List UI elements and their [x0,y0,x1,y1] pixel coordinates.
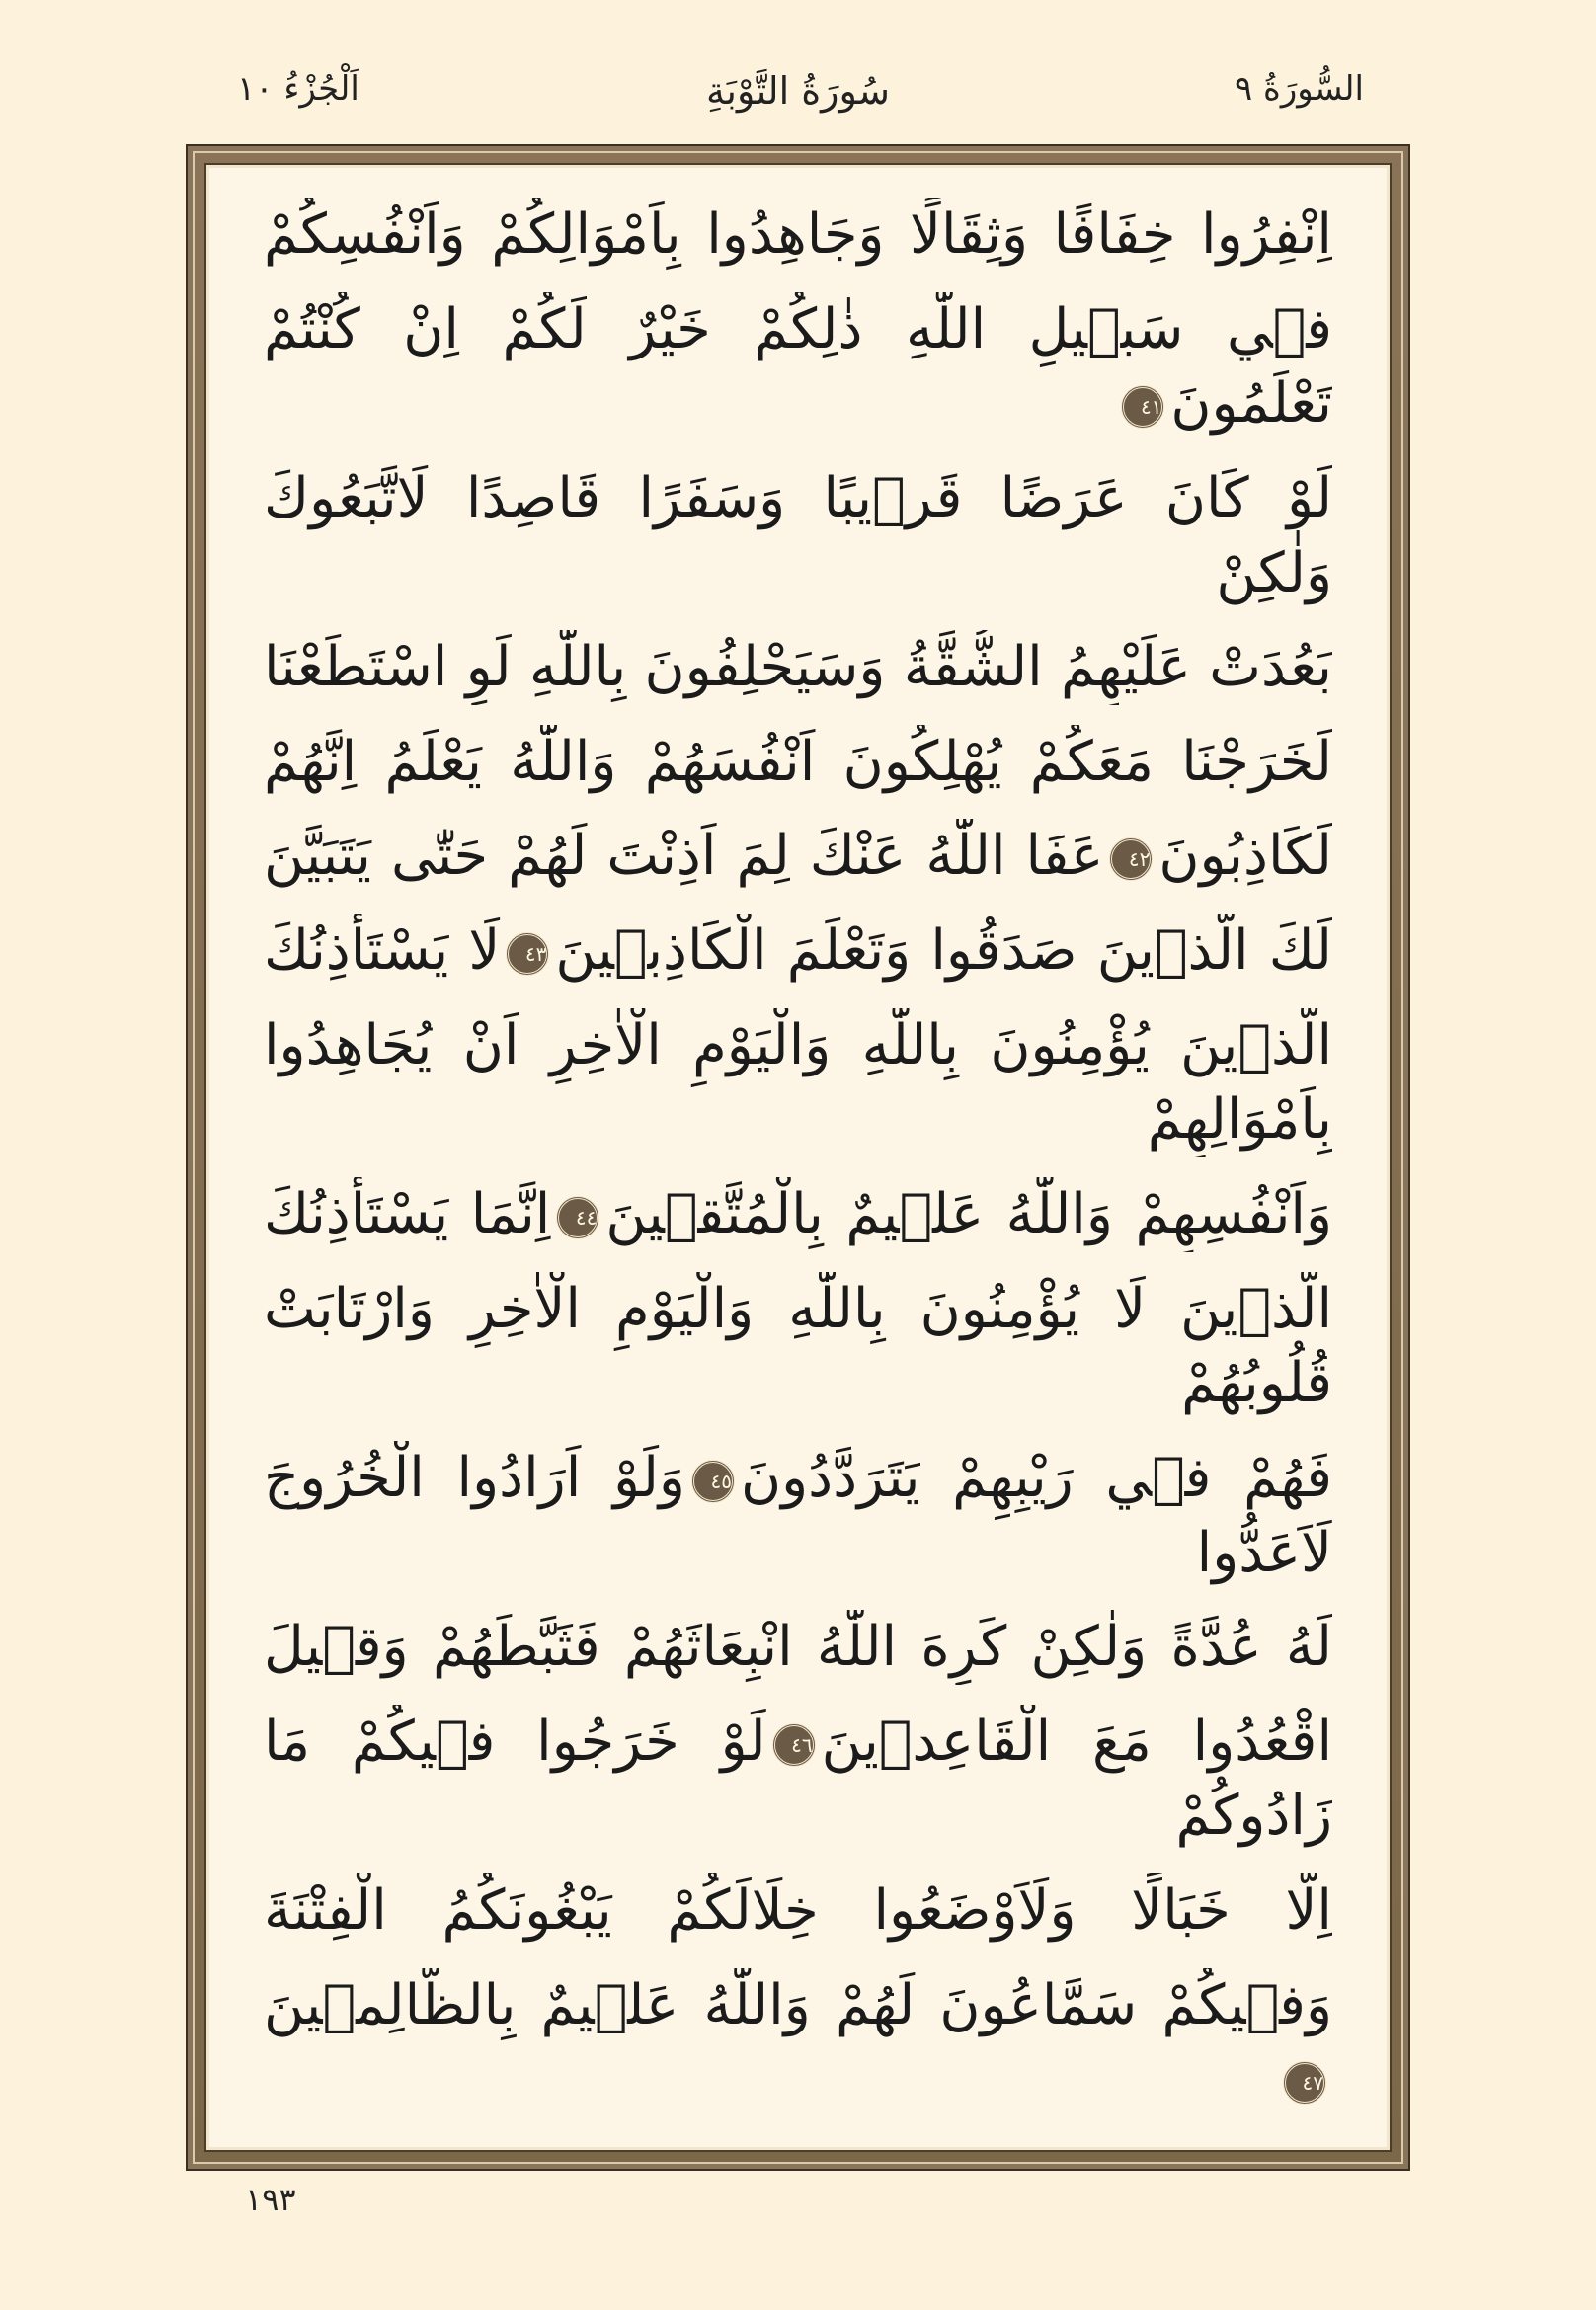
page-header [0,69,1596,128]
frame-border [193,151,1403,2164]
text-line: بَعُدَتْ عَلَيْهِمُ الشُّقَّةُ وَسَيَحْلِفُونَ بِاللّٰهِ لَوِ اسْتَطَعْنَا [264,635,1332,700]
text-line: لَخَرَجْنَا مَعَكُمْ يُهْلِكُونَ اَنْفُسَهُمْ وَاللّٰهُ يَعْلَمُ اِنَّهُمْ [264,729,1332,794]
text-line: اقْعُدُوا مَعَ الْقَاعِدٖينَ٤٦لَوْ خَرَجُوا فٖيكُمْ مَا زَادُوكُمْ [264,1709,1332,1849]
text-line: وَاَنْفُسِهِمْ وَاللّٰهُ عَلٖيمٌ بِالْمُتَّقٖينَ٤٤اِنَّمَا يَسْتَأْذِنُكَ [264,1182,1332,1247]
ayah-marker: ٤٣ [506,932,549,976]
text-line: لَهُ عُدَّةً وَلٰكِنْ كَرِهَ اللّٰهُ انْبِعَاثَهُمْ فَثَبَّطَهُمْ وَقٖيلَ [264,1615,1332,1680]
verse-lines [264,198,1332,2117]
text-line: اِلَّا خَبَالًا وَلَاَوْضَعُوا خِلَالَكُمْ يَبْغُونَكُمُ الْفِتْنَةَ [264,1878,1332,1944]
page-number: ١٩٣ [245,2181,296,2218]
surah-title: سُورَةُ التَّوْبَةِ [706,69,890,113]
ayah-marker: ٤٢ [1109,837,1153,881]
text-panel [206,165,1390,2150]
text-line: لَكَاذِبُونَ٤٢عَفَا اللّٰهُ عَنْكَ لِمَ اَذِنْتَ لَهُمْ حَتّٰى يَتَبَيَّنَ [264,824,1332,889]
ayah-marker: ٤٦ [772,1723,816,1767]
juz-number: اَلْجُزْءُ ١٠ [237,69,359,109]
text-line: الَّذٖينَ لَا يُؤْمِنُونَ بِاللّٰهِ وَالْيَوْمِ الْاٰخِرِ وَارْتَابَتْ قُلُوبُهُمْ [264,1276,1332,1416]
text-line: فَهُمْ فٖي رَيْبِهِمْ يَتَرَدَّدُونَ٤٥وَلَوْ اَرَادُوا الْخُرُوجَ لَاَعَدُّوا [264,1445,1332,1585]
text-line: فٖي سَبٖيلِ اللّٰهِ ذٰلِكُمْ خَيْرٌ لَكُمْ اِنْ كُنْتُمْ تَعْلَمُونَ٤١ [264,296,1332,437]
ayah-marker: ٤٧ [1283,2061,1326,2105]
text-line: وَفٖيكُمْ سَمَّاعُونَ لَهُمْ وَاللّٰهُ عَلٖيمٌ بِالظَّالِمٖينَ٤٧ [264,1968,1332,2117]
ayah-marker: ٤١ [1121,385,1164,429]
ayah-marker: ٤٤ [556,1196,599,1239]
surah-number: السُّورَةُ ٩ [1234,69,1364,109]
text-line: لَكَ الَّذٖينَ صَدَقُوا وَتَعْلَمَ الْكَاذِبٖينَ٤٣لَا يَسْتَأْذِنُكَ [264,918,1332,984]
text-line: الَّذٖينَ يُؤْمِنُونَ بِاللّٰهِ وَالْيَوْمِ الْاٰخِرِ اَنْ يُجَاهِدُوا بِاَمْوَالِهِمْ [264,1012,1332,1153]
text-line: اِنْفِرُوا خِفَافًا وَثِقَالًا وَجَاهِدُوا بِاَمْوَالِكُمْ وَاَنْفُسِكُمْ [264,202,1332,267]
ayah-marker: ٤٥ [691,1460,735,1503]
text-line: لَوْ كَانَ عَرَضًا قَرٖيبًا وَسَفَرًا قَاصِدًا لَاتَّبَعُوكَ وَلٰكِنْ [264,465,1332,605]
page-frame [186,144,1410,2171]
